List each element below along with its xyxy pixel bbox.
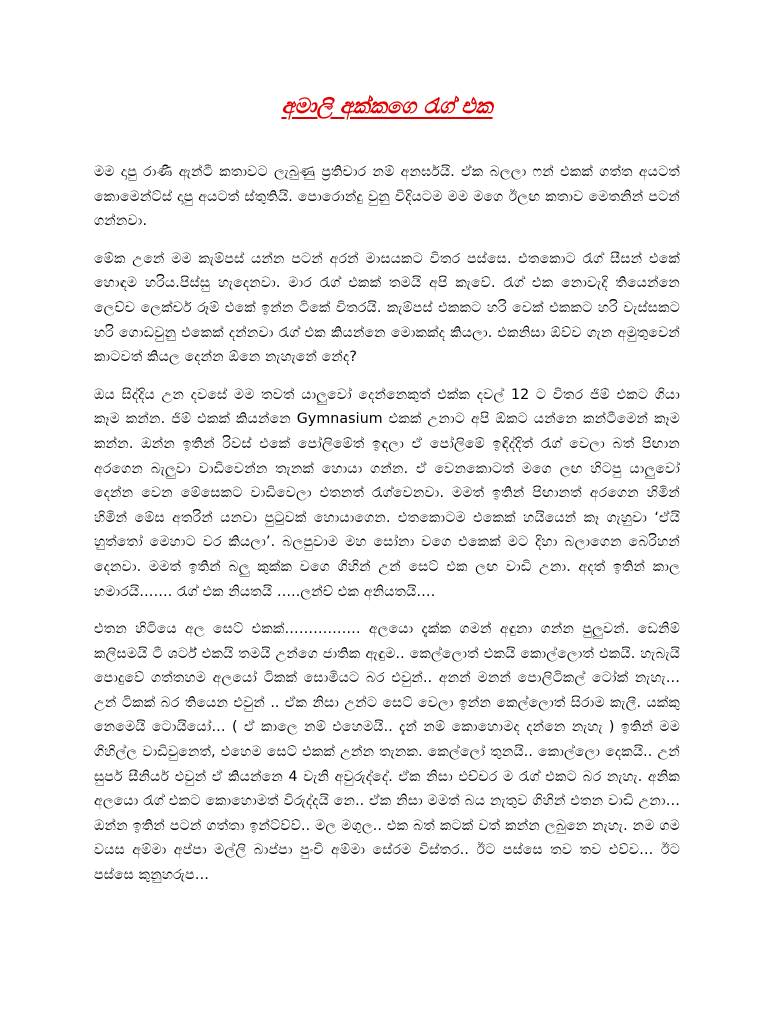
paragraph-2: මේක උනේ මම කැම්පස් යන්න පටන් අරන් මාසයකට විතර පස්සෙ. එතකොට රැග් සීසන් එකේ හොඳම හරිය.පිස්සු හැදෙනවා. මාර රැග් එකක් තමයි අපි කැවේ. රැග් එක නොවැදි තියෙන්නෙ ලෙච්ච ලෙක්චර් රූම් එකේ ඉන්න ටිකේ විතරයි. කැම්පස් එකකට හරි වෙක් එකකට හරි වැස්සකට හරි ගොඩවුනු එකෙක් දන්නවා රැග් එක කියන්නෙ මොකක්ද කියලා. එකනිසා ඕව්ව ගැන අමුතුවෙන් කාටවත් කියල දෙන්න ඕනෙ නැහැනේ නේද?	[94, 250, 680, 366]
paragraph-4: එතන හිටියෙ අල සෙට් එකක්……………. අලයො දැක්ක ගමන් අඳුනා ගන්න පුලුවන්. ඩෙනිම් කලිසමයි ටී ශර්ට් එකයි තමයි උන්ගෙ ජාතික ඇඳුම.. කෙල්ලොත් එකයි කොල්ලොත් එකයි. හැබැයි පොදුවේ ගත්තහම අලයෝ ටිකක් සොමියට බර එවුන්.. අනන් මනන් පොලිටිකල් ටෝක් නැහැ… උන් ටිකක් බර තියෙන එවුන් .. ඒක නිසා උන්ට සෙට් වෙලා ඉන්න කෙල්ලොත් සිරාම කැලී. යක්කු නෙමෙයි ටොයියෝ… ( ඒ කාලෙ නම් එහෙමයි.. දැන් නම් කොහොමද දන්නෙ නැහැ ) ඉතින් මම ගිහිල්ල වාඩිවුනෙත්, එහෙම සෙට් එකක් උන්න තැනක. කෙල්ලෝ තුනයි.. කොල්ලො දෙකයි.. උන් සුපර් සීනියර් එවුන් ඒ කියන්නෙ 4 වැනි අවුරුද්දේ. ඒක නිසා එච්චර ම රැග් එකට බර නැහැ. අනික අලයො රැග් එකට කොහොමත් විරුද්දයි නෙ.. ඒක නිසා මමත් බය නැතුව ගිහින් එතන වාඩි උනා…ඔන්න ඉතින් පටන් ගත්තා ඉන්ට්ව්ව්.. මල මගුල.. එක බත් කටක් වත් කන්න ලබුනෙ නැහැ. නම ගම වයස අම්මා අප්පා මල්ලි බාප්පා පුංචි අම්මා සේරම විස්තර.. ඊට පස්සෙ තව තව එව්ව… ඊට පස්සෙ කුනුහරුප…	[94, 621, 680, 884]
paragraph-1: මම දාපු රාණී ඇන්ටී කතාවට ලැබුණු ප්‍රතිචාර නම් අනර්ඝයි. ඒක බලලා ෆන් එකක් ගත්ත අයටත් කොමෙන්ට්ස් දාපු අයටත් ස්තුතියි. පොරොන්දු වුනු විදියටම මම මගෙ ඊලඟ කතාව මෙතනින් පටන් ගන්නවා.	[94, 164, 680, 230]
paragraph-3: ඔය සිද්දිය උන දවසේ මම තවත් යාලුවෝ දෙන්නෙකුත් එක්ක දවල් 12 ට විතර ජිම් එකට ගියා කෑම කන්න. ජිම් එකක් කියන්නෙ Gymnasium එකක් උනාට අපි ඕකට යන්නෙ කන්ටීමෙන් කෑම කන්න. ඔන්න ඉතින් රිවස් එකේ පෝලිමේත් ඉඳලා ඒ පෝලිමේ ඉඳිද්දිත් රැග් වෙලා බත් පිඟාන අරගෙන බැලුවා වාඩිවෙන්න තැනක් හොයා ගන්න. ඒ වෙනකොටත් මගෙ ලඟ හිටපු යාලුවෝ දෙන්න වෙන මේසෙකට වාඩිවෙලා එතනත් රැග්වෙනවා. මමත් ඉතින් පිඟානත් අරගෙන හිමින් හිමින් මේස අතරින් යනවා පුටුවක් හොයාගෙන. එතකොටම එකෙක් හයියෙන් කෑ ගැහුවා ‘ඒයි හුත්තෝ මෙහාට වර කියලා’. බලපුවාම මහ සෝනා වගෙ එකෙක් මට දිහා බලාගෙන බෙරිහන් දෙනවා. මමත් ඉතින් බලු කුක්ක වගෙ ගිහින් උන් සෙට් එක ලඟ වාඩි උනා. අදත් ඉතින් කාල හමාරයි……. රැග් එක නියතයි …..ලන්ච් එක අනියතයි….	[94, 386, 680, 600]
document-title: අමාලි අක්කගෙ රැග් එක	[281, 94, 493, 118]
